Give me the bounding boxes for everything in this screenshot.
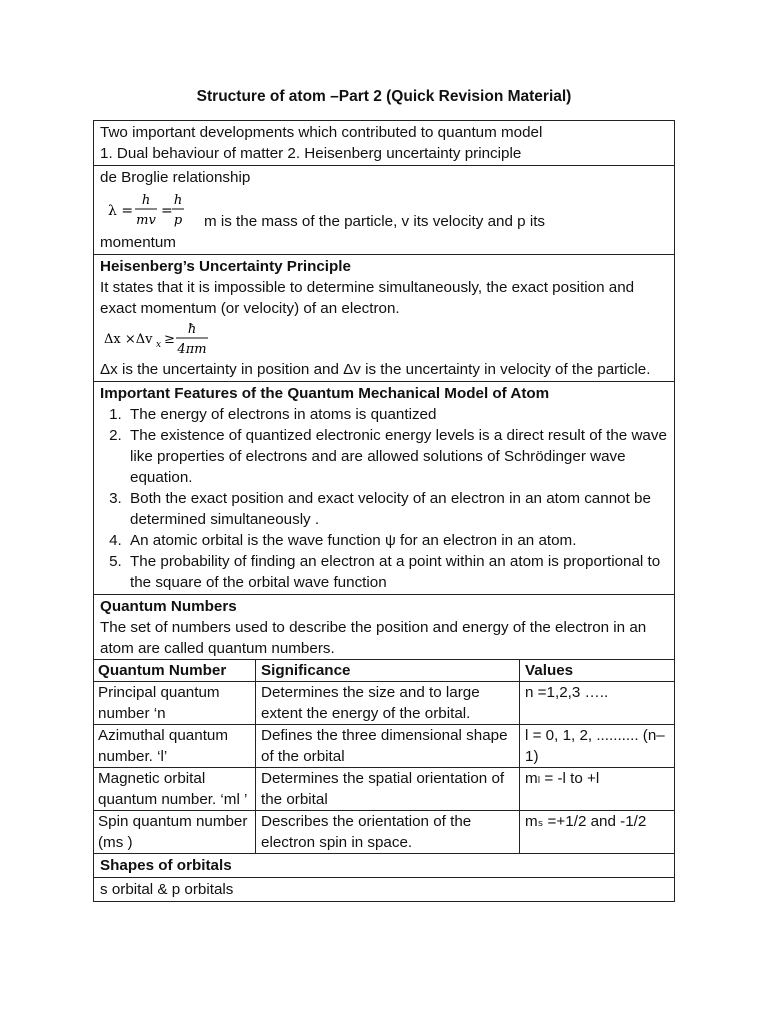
heisenberg-cell bbox=[94, 255, 674, 382]
cell-significance: Describes the orientation of the electron spin in space. bbox=[256, 811, 520, 854]
features-cell bbox=[94, 382, 674, 595]
svg-text:p: p bbox=[173, 213, 183, 228]
feature-item: 3. Both the exact position and exact velocity of an electron in an atom cannot be determined simultaneously . bbox=[126, 488, 668, 530]
quantum-numbers-table bbox=[93, 659, 675, 853]
debroglie-heading: de Broglie relationship bbox=[100, 169, 251, 186]
shapes-heading: Shapes of orbitals bbox=[94, 854, 674, 878]
svg-text:mv: mv bbox=[136, 213, 156, 228]
cell-quantum-number: Spin quantum number (ms ) bbox=[93, 811, 256, 854]
table-header-row bbox=[93, 660, 675, 682]
quantum-cell bbox=[94, 595, 674, 854]
svg-text:=: = bbox=[161, 203, 173, 219]
feature-item: 1. The energy of electrons in atoms is quantized bbox=[126, 404, 668, 425]
debroglie-description: m is the mass of the particle, v its velocity and p its bbox=[204, 213, 546, 230]
debroglie-formula bbox=[100, 188, 204, 232]
debroglie-description-cont: momentum bbox=[100, 234, 176, 251]
table-row bbox=[93, 725, 675, 768]
features-heading: Important Features of the Quantum Mechanical Model of Atom bbox=[100, 385, 550, 402]
cell-quantum-number: Magnetic orbital quantum number. ‘ml ’ bbox=[93, 768, 256, 811]
quantum-text: The set of numbers used to describe the position and energy of the electron in an atom are called quantum numbers. bbox=[100, 619, 647, 657]
heisenberg-heading: Heisenberg’s Uncertainty Principle bbox=[100, 258, 351, 275]
cell-values: n =1,2,3 ….. bbox=[520, 682, 676, 725]
svg-text:h: h bbox=[173, 193, 183, 208]
heisenberg-explanation: Δx is the uncertainty in position and Δv is the uncertainty in velocity of the particle. bbox=[100, 361, 651, 378]
debroglie-cell bbox=[94, 166, 674, 255]
quantum-heading: Quantum Numbers bbox=[100, 598, 237, 615]
cell-significance: Determines the size and to large extent the energy of the orbital. bbox=[256, 682, 520, 725]
table-row bbox=[93, 768, 675, 811]
heisenberg-formula bbox=[100, 319, 230, 359]
cell-significance: Defines the three dimensional shape of the orbital bbox=[256, 725, 520, 768]
svg-text:4πm: 4πm bbox=[177, 342, 207, 357]
table-row bbox=[93, 682, 675, 725]
shapes-text: s orbital & p orbitals bbox=[100, 881, 234, 898]
svg-text:≥: ≥ bbox=[164, 332, 175, 347]
heisenberg-text: It states that it is impossible to determine simultaneously, the exact position and exact momentum (or velocity) of an electron. bbox=[100, 279, 635, 317]
debroglie-formula-row bbox=[100, 188, 668, 232]
cell-quantum-number: Azimuthal quantum number. ‘l’ bbox=[93, 725, 256, 768]
svg-text:h: h bbox=[141, 193, 151, 208]
cell-values: mₗ = -l to +l bbox=[520, 768, 676, 811]
feature-item: 5. The probability of finding an electron at a point within an atom is proportional to the square of the orbital wave function bbox=[126, 551, 668, 593]
cell-values: mₛ =+1/2 and -1/2 bbox=[520, 811, 676, 854]
feature-item: 4. An atomic orbital is the wave function ψ for an electron in an atom. bbox=[126, 530, 668, 551]
feature-item: 2. The existence of quantized electronic energy levels is a direct result of the wave like properties of electrons and are allowed solutions of Schrödinger wave equation. bbox=[126, 425, 668, 488]
header-significance: Significance bbox=[256, 660, 520, 682]
header-quantum-number: Quantum Number bbox=[93, 660, 256, 682]
svg-text:λ =: λ = bbox=[108, 203, 134, 219]
cell-quantum-number: Principal quantum number ‘n bbox=[93, 682, 256, 725]
revision-table bbox=[93, 120, 675, 902]
intro-cell bbox=[94, 121, 674, 166]
header-values: Values bbox=[520, 660, 676, 682]
intro-line-1: Two important developments which contributed to quantum model bbox=[100, 124, 543, 141]
table-row bbox=[93, 811, 675, 854]
svg-text:Δx ×Δv: Δx ×Δv bbox=[104, 332, 153, 347]
svg-text:x: x bbox=[156, 340, 162, 350]
cell-significance: Determines the spatial orientation of the orbital bbox=[256, 768, 520, 811]
svg-text:ħ: ħ bbox=[187, 322, 197, 337]
intro-line-2: 1. Dual behaviour of matter 2. Heisenberg uncertainty principle bbox=[100, 145, 522, 162]
page-title: Structure of atom –Part 2 (Quick Revision Material) bbox=[196, 88, 572, 105]
cell-values: l = 0, 1, 2, .......... (n–1) bbox=[520, 725, 676, 768]
features-list bbox=[100, 404, 668, 593]
